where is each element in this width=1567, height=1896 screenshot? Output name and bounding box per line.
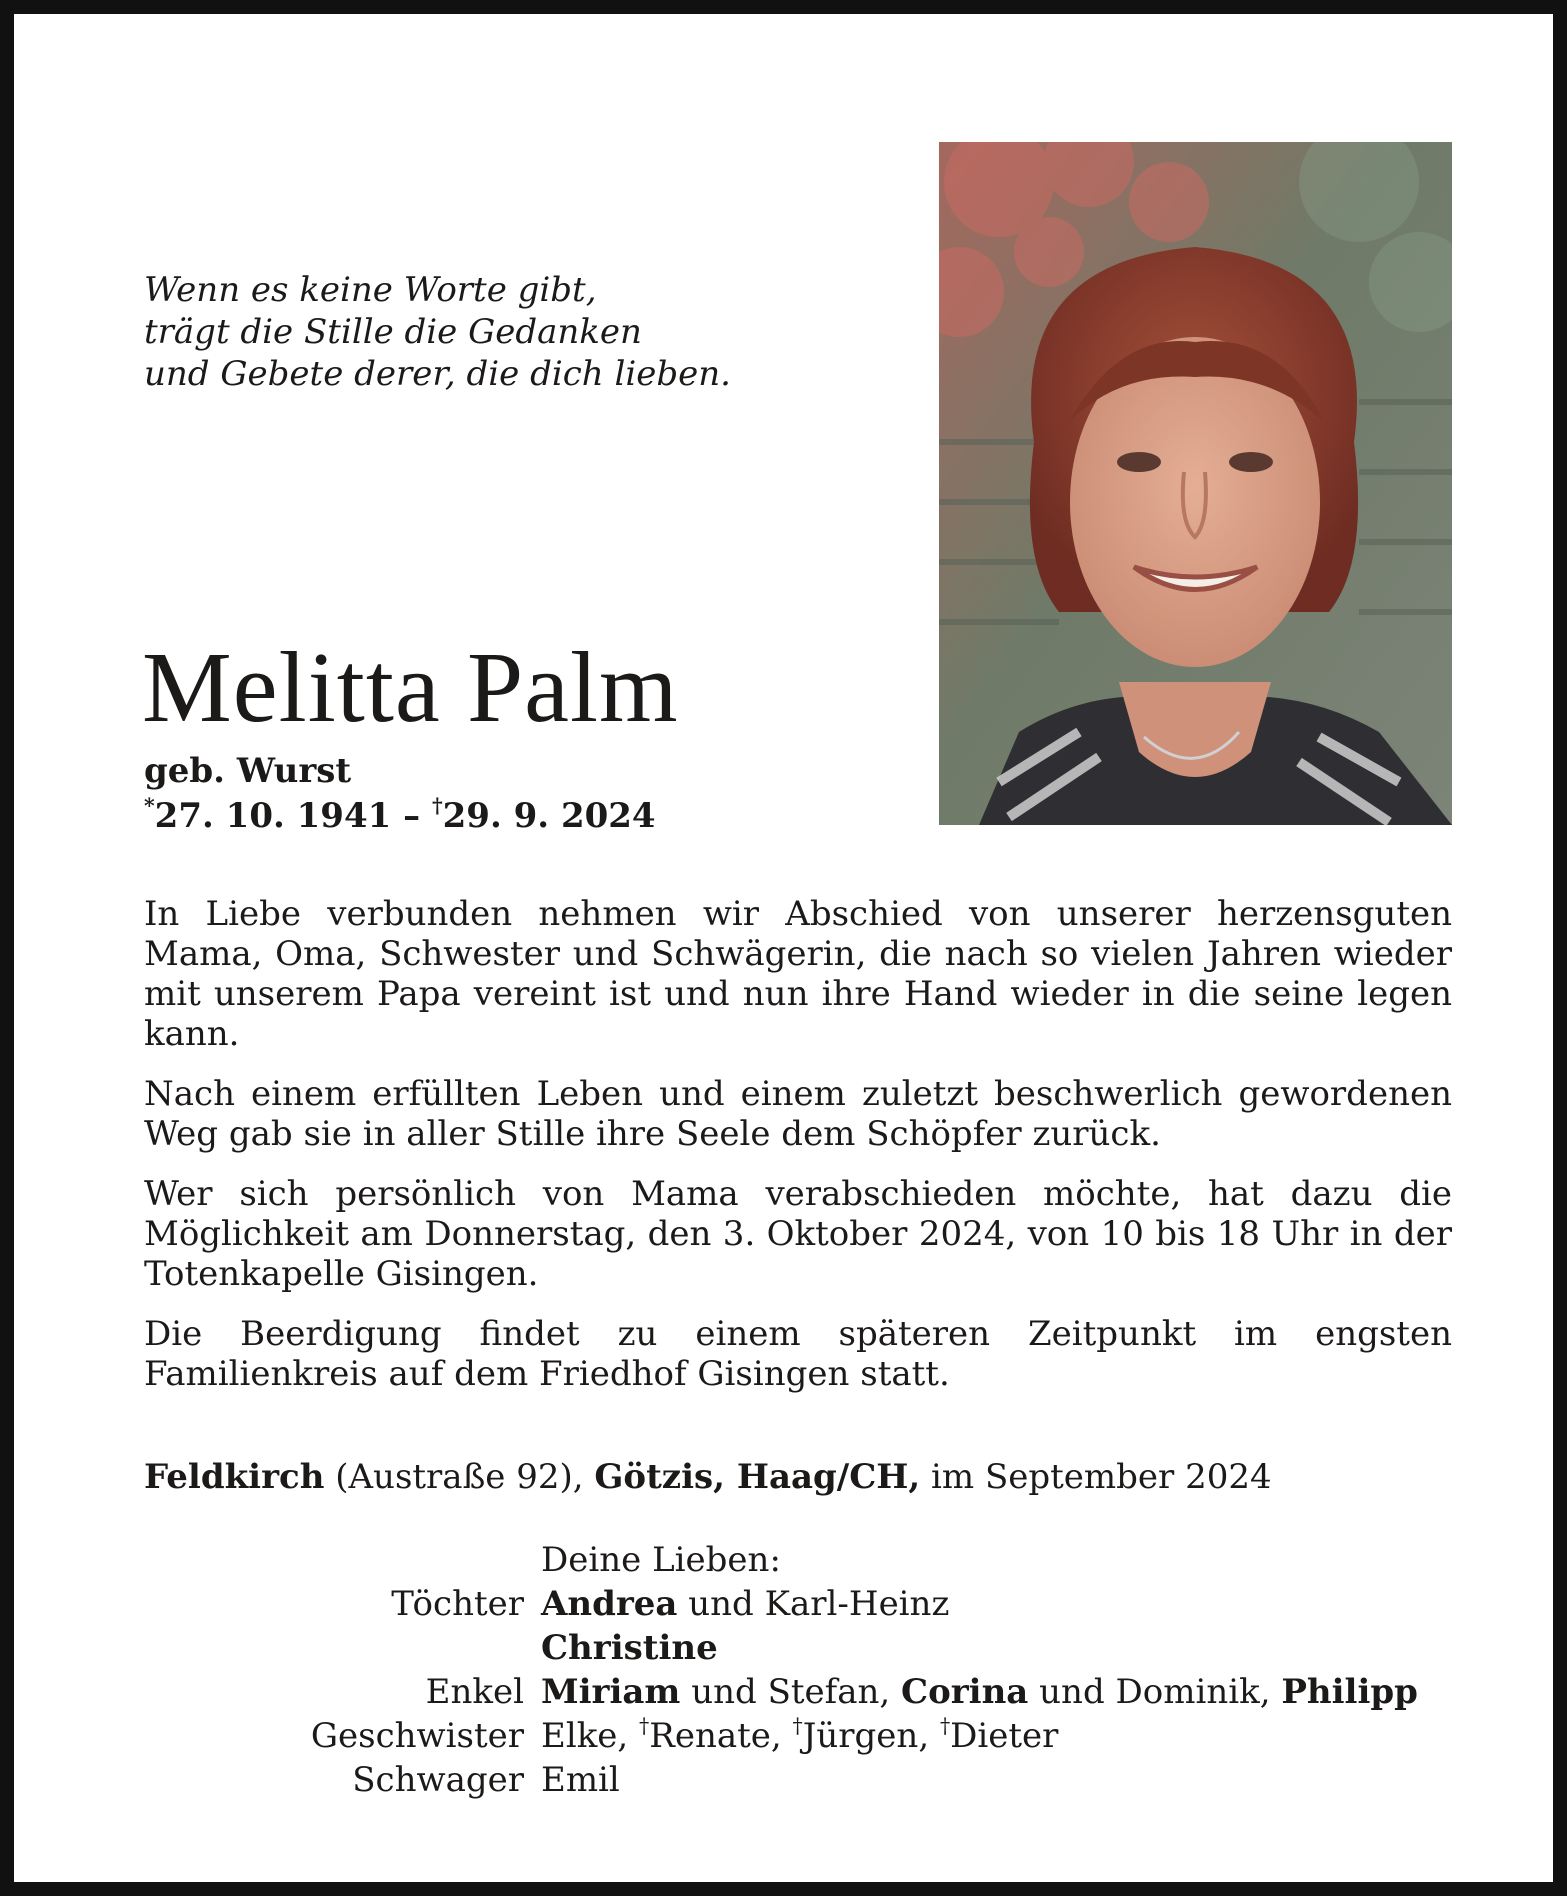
date-separator: – bbox=[391, 796, 432, 836]
relation-label: Geschwister bbox=[310, 1716, 524, 1756]
paragraph: In Liebe verbunden nehmen wir Abschied von unserer herzensguten Mama, Oma, Schwester und Schwägerin, die nach so vielen Jahren wieder mit unserem Papa vereint ist und nun ihre Hand wieder in die seine legen kann. bbox=[144, 894, 1452, 1054]
family-member-name: Corina bbox=[901, 1672, 1029, 1712]
name-text: und Stefan, bbox=[680, 1672, 902, 1712]
relation-label bbox=[214, 1626, 541, 1670]
death-date: 29. 9. 2024 bbox=[442, 796, 656, 836]
quote-line: trägt die Stille die Gedanken bbox=[144, 312, 642, 352]
address: (Austraße 92), bbox=[324, 1457, 595, 1497]
quote-line: Wenn es keine Worte gibt, bbox=[144, 270, 597, 310]
deceased-mark: † bbox=[639, 1713, 650, 1738]
relation-names bbox=[541, 1670, 1418, 1714]
family-row bbox=[214, 1758, 1454, 1802]
paragraph: Die Beerdigung findet zu einem späteren Zeitpunkt im engsten Familienkreis auf dem Friedhof Gisingen statt. bbox=[144, 1314, 1452, 1394]
relation-names bbox=[541, 1758, 620, 1802]
portrait-photo bbox=[939, 142, 1452, 825]
paragraph: Wer sich persönlich von Mama verabschieden möchte, hat dazu die Möglichkeit am Donnerstag, den 3. Oktober 2024, von 10 bis 18 Uhr in der Totenkapelle Gisingen. bbox=[144, 1174, 1452, 1294]
name-text: Renate, bbox=[649, 1716, 793, 1756]
family-rows bbox=[214, 1582, 1454, 1802]
death-symbol: † bbox=[431, 793, 443, 818]
birth-date: 27. 10. 1941 bbox=[154, 796, 392, 836]
date-line: im September 2024 bbox=[920, 1457, 1272, 1497]
birth-name: geb. Wurst bbox=[144, 751, 352, 791]
life-dates bbox=[144, 794, 656, 838]
relation-names bbox=[541, 1582, 949, 1626]
name-text: und Dominik, bbox=[1028, 1672, 1282, 1712]
family-member-name: Christine bbox=[541, 1628, 718, 1668]
place-feldkirch: Feldkirch bbox=[144, 1457, 325, 1497]
relation-names bbox=[541, 1714, 1058, 1758]
family-heading: Deine Lieben: bbox=[541, 1540, 781, 1580]
relation-label: Schwager bbox=[352, 1760, 524, 1800]
family-row bbox=[214, 1582, 1454, 1626]
place-goetzis-haag: Götzis, Haag/CH, bbox=[594, 1457, 921, 1497]
deceased-mark: † bbox=[792, 1713, 803, 1738]
family-row bbox=[214, 1626, 1454, 1670]
relation-names bbox=[541, 1626, 718, 1670]
family-row bbox=[214, 1714, 1454, 1758]
deceased-mark: † bbox=[939, 1713, 951, 1738]
family-member-name: Andrea bbox=[541, 1584, 678, 1624]
name-text: Dieter bbox=[950, 1716, 1059, 1756]
family-member-name: Miriam bbox=[541, 1672, 681, 1712]
deceased-name: Melitta Palm bbox=[142, 631, 679, 743]
name-text: Elke, bbox=[541, 1716, 640, 1756]
family-member-name: Philipp bbox=[1281, 1672, 1418, 1712]
name-text: Emil bbox=[541, 1760, 620, 1800]
memorial-quote bbox=[144, 269, 784, 395]
paragraph: Nach einem erfüllten Leben und einem zuletzt beschwerlich gewordenen Weg gab sie in aller Stille ihre Seele dem Schöpfer zurück. bbox=[144, 1074, 1452, 1154]
quote-line: und Gebete derer, die dich lieben. bbox=[144, 354, 731, 394]
name-text: und Karl-Heinz bbox=[677, 1584, 950, 1624]
location-line bbox=[144, 1455, 1272, 1499]
obituary-text bbox=[144, 894, 1452, 1414]
family-list bbox=[214, 1538, 1454, 1802]
family-row bbox=[214, 1670, 1454, 1714]
relation-label: Töchter bbox=[391, 1584, 524, 1624]
birth-symbol: * bbox=[144, 793, 155, 818]
name-text: Jürgen, bbox=[802, 1716, 940, 1756]
relation-label: Enkel bbox=[425, 1672, 524, 1712]
